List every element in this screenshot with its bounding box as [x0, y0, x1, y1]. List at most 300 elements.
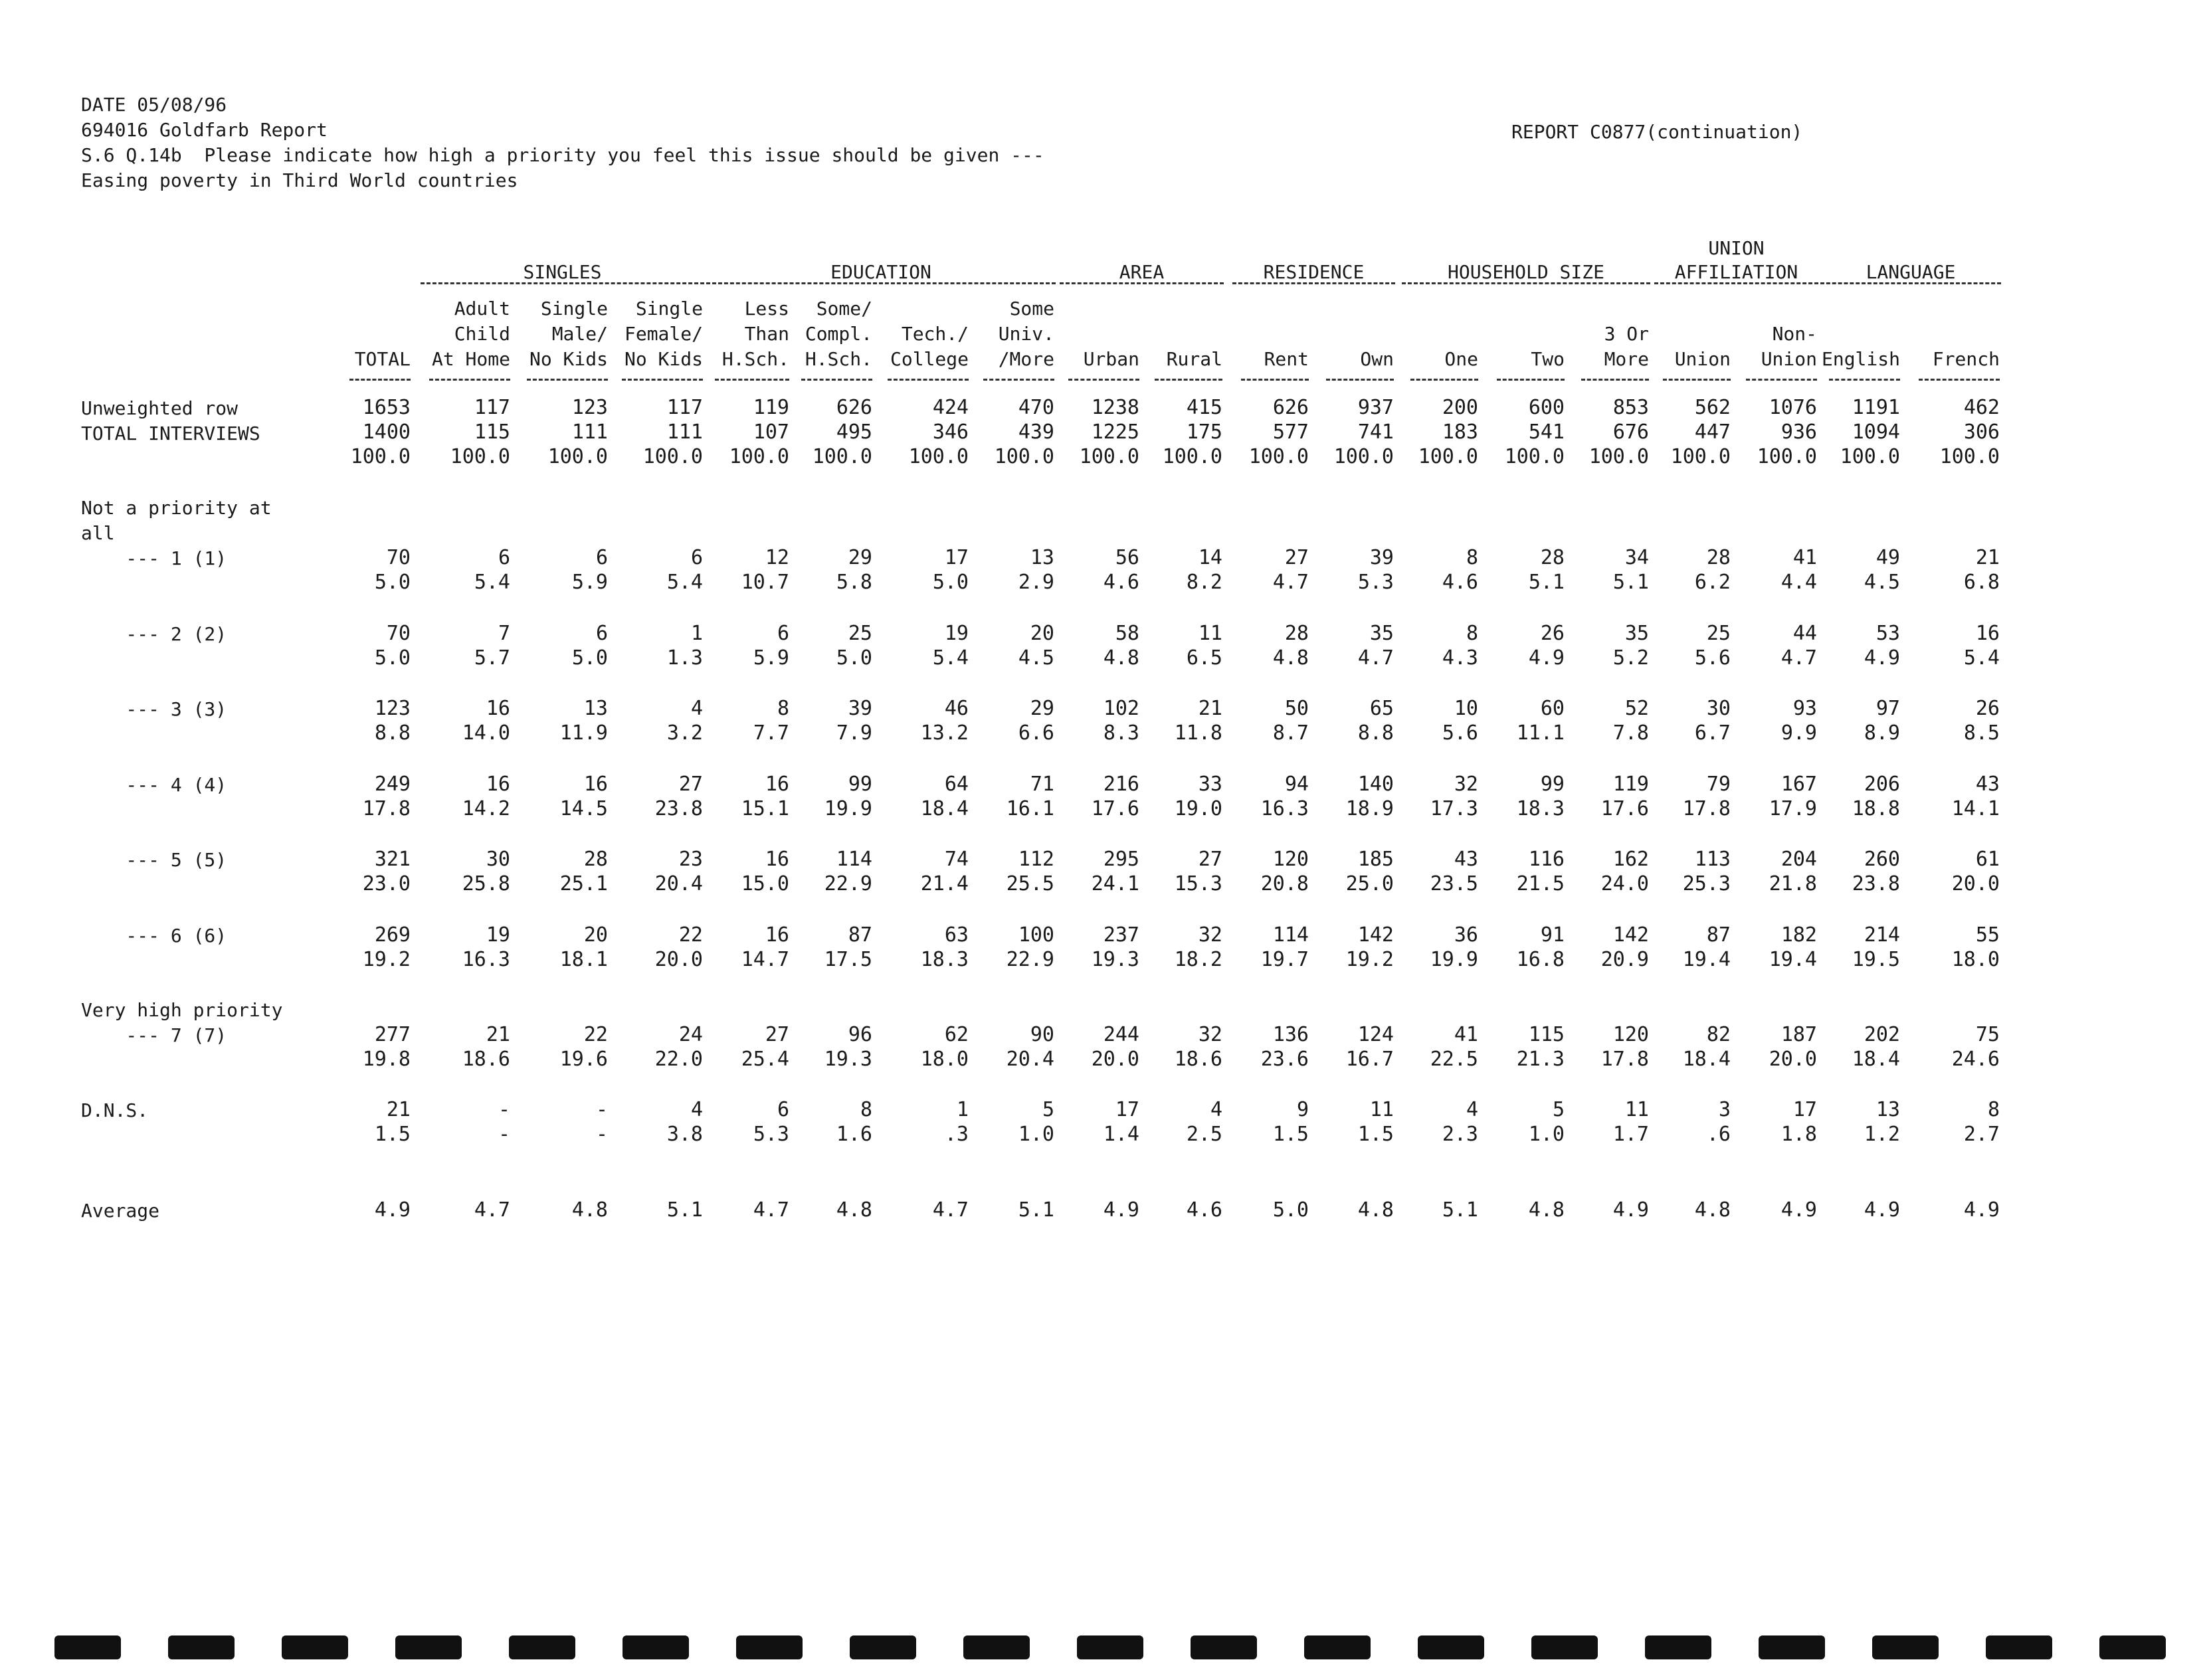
table-cell: 13 — [1875, 1098, 1900, 1121]
table-cell: 46 — [944, 697, 969, 720]
table-cell: 167 — [1780, 773, 1817, 796]
table-cell: 20 — [583, 923, 608, 947]
table-cell: 100.0 — [729, 445, 789, 468]
table-cell: 100.0 — [1757, 445, 1817, 468]
table-cell: 237 — [1103, 923, 1139, 947]
table-cell: 9 — [1296, 1098, 1309, 1121]
table-cell: 15.3 — [1174, 872, 1222, 895]
table-cell: 43 — [1975, 773, 2000, 796]
table-cell: 39 — [1369, 546, 1394, 569]
table-cell: 94 — [1284, 773, 1309, 796]
table-cell: 17 — [944, 546, 969, 569]
table-cell: 21.5 — [1516, 872, 1565, 895]
table-cell: 741 — [1357, 420, 1394, 444]
table-cell: 23 — [678, 848, 703, 871]
scan-mark — [850, 1635, 916, 1659]
table-cell: 56 — [1115, 546, 1139, 569]
table-cell: 17.6 — [1091, 797, 1139, 820]
table-cell: 49 — [1875, 546, 1900, 569]
table-cell: .6 — [1706, 1123, 1731, 1146]
table-cell: 107 — [753, 420, 789, 444]
group-underline — [1402, 282, 1650, 284]
table-cell: 14.5 — [559, 797, 608, 820]
table-cell: 1 — [690, 622, 703, 645]
table-cell: 50 — [1284, 697, 1309, 720]
scan-mark — [2099, 1635, 2166, 1659]
table-cell: 5.4 — [474, 571, 510, 594]
table-cell: 17.6 — [1600, 797, 1649, 820]
table-cell: 18.4 — [1852, 1048, 1900, 1071]
table-cell: 91 — [1540, 923, 1565, 947]
table-cell: 116 — [1528, 848, 1565, 871]
table-cell: 100.0 — [642, 445, 703, 468]
scan-mark — [282, 1635, 348, 1659]
table-cell: 4.9 — [1103, 1198, 1139, 1222]
table-cell: 15.0 — [741, 872, 789, 895]
table-cell: 17 — [1792, 1098, 1817, 1121]
table-cell: 20.0 — [1951, 872, 2000, 895]
column-header: Single Female/ No Kids — [624, 298, 703, 370]
table-cell: 3 — [1718, 1098, 1731, 1121]
table-cell: 120 — [1612, 1023, 1649, 1046]
column-underline — [1829, 379, 1900, 381]
table-cell: 4.9 — [1864, 646, 1900, 670]
table-cell: 11 — [1198, 622, 1222, 645]
table-cell: 6 — [777, 622, 789, 645]
table-cell: 100 — [1018, 923, 1054, 947]
table-cell: 13 — [583, 697, 608, 720]
column-underline — [1746, 379, 1817, 381]
table-cell: 74 — [944, 848, 969, 871]
table-cell: 22.9 — [824, 872, 872, 895]
scan-mark — [1077, 1635, 1143, 1659]
table-cell: 100.0 — [1162, 445, 1222, 468]
table-cell: 18.2 — [1174, 948, 1222, 971]
table-cell: 28 — [583, 848, 608, 871]
table-cell: 30 — [1706, 697, 1731, 720]
table-cell: 112 — [1018, 848, 1054, 871]
table-cell: 32 — [1198, 1023, 1222, 1046]
table-cell: 119 — [753, 396, 789, 419]
table-cell: 9.9 — [1780, 721, 1817, 745]
table-cell: 204 — [1780, 848, 1817, 871]
table-cell: 16 — [583, 773, 608, 796]
table-cell: 1.3 — [666, 646, 703, 670]
table-cell: 119 — [1612, 773, 1649, 796]
table-cell: 17.8 — [1600, 1048, 1649, 1071]
scan-mark — [395, 1635, 462, 1659]
table-cell: 19.9 — [1430, 948, 1478, 971]
table-cell: 4.5 — [1864, 571, 1900, 594]
table-cell: 2.9 — [1018, 571, 1054, 594]
table-cell: 19.6 — [559, 1048, 608, 1071]
column-underline — [349, 379, 411, 381]
table-cell: 8.5 — [1963, 721, 2000, 745]
table-cell: 4.7 — [1272, 571, 1309, 594]
table-cell: 5.1 — [1528, 571, 1565, 594]
table-cell: 4.8 — [571, 1198, 608, 1222]
table-cell: 96 — [848, 1023, 872, 1046]
table-cell: 18.4 — [1682, 1048, 1731, 1071]
column-underline — [1497, 379, 1565, 381]
column-underline — [527, 379, 608, 381]
scan-mark — [1418, 1635, 1484, 1659]
table-cell: 4.8 — [1272, 646, 1309, 670]
table-cell: 41 — [1454, 1023, 1478, 1046]
table-cell: 16.3 — [1260, 797, 1309, 820]
table-cell: 5.8 — [836, 571, 872, 594]
table-cell: 4.6 — [1186, 1198, 1222, 1222]
table-cell: 79 — [1706, 773, 1731, 796]
table-cell: 8.8 — [374, 721, 411, 745]
table-cell: 4.6 — [1103, 571, 1139, 594]
table-cell: 100.0 — [1840, 445, 1900, 468]
column-header: Union — [1674, 348, 1731, 370]
column-underline — [715, 379, 789, 381]
group-header: HOUSEHOLD SIZE — [1447, 261, 1604, 283]
table-cell: 244 — [1103, 1023, 1139, 1046]
table-cell: 1.0 — [1528, 1123, 1565, 1146]
table-cell: 117 — [666, 396, 703, 419]
table-cell: 16 — [765, 848, 789, 871]
table-cell: 23.8 — [1852, 872, 1900, 895]
table-cell: 21 — [1975, 546, 2000, 569]
table-cell: 23.8 — [654, 797, 703, 820]
scan-mark — [1645, 1635, 1711, 1659]
table-cell: 19.3 — [1091, 948, 1139, 971]
column-underline — [983, 379, 1054, 381]
scan-mark — [963, 1635, 1030, 1659]
table-cell: 20.8 — [1260, 872, 1309, 895]
table-cell: 27 — [1198, 848, 1222, 871]
table-cell: 82 — [1706, 1023, 1731, 1046]
table-cell: 5.0 — [571, 646, 608, 670]
table-cell: 100.0 — [994, 445, 1054, 468]
table-cell: 462 — [1963, 396, 2000, 419]
table-cell: 21 — [1198, 697, 1222, 720]
column-header: Single Male/ No Kids — [529, 298, 608, 370]
table-cell: 5.0 — [932, 571, 969, 594]
table-cell: .3 — [944, 1123, 969, 1146]
table-cell: 19 — [944, 622, 969, 645]
table-cell: 5 — [1552, 1098, 1565, 1121]
table-cell: 19.2 — [1345, 948, 1394, 971]
table-cell: 20.0 — [1769, 1048, 1817, 1071]
row-label: --- 3 (3) — [81, 698, 227, 720]
table-cell: 27 — [678, 773, 703, 796]
table-cell: 25 — [848, 622, 872, 645]
row-label: Very high priority --- 7 (7) — [81, 999, 283, 1046]
table-cell: 113 — [1694, 848, 1731, 871]
table-cell: 12 — [765, 546, 789, 569]
column-underline — [1068, 379, 1139, 381]
column-header: Adult Child At Home — [431, 298, 510, 370]
table-cell: 44 — [1792, 622, 1817, 645]
table-cell: 5 — [1042, 1098, 1054, 1121]
table-cell: 115 — [474, 420, 510, 444]
table-cell: 16 — [765, 773, 789, 796]
table-cell: 34 — [1624, 546, 1649, 569]
table-cell: 35 — [1624, 622, 1649, 645]
scan-mark — [1304, 1635, 1371, 1659]
table-cell: 142 — [1612, 923, 1649, 947]
table-cell: 5.1 — [1442, 1198, 1478, 1222]
table-cell: 4.4 — [1780, 571, 1817, 594]
table-cell: 11.8 — [1174, 721, 1222, 745]
table-cell: 1400 — [362, 420, 411, 444]
table-cell: 115 — [1528, 1023, 1565, 1046]
row-label: Not a priority at all --- 1 (1) — [81, 497, 272, 569]
table-cell: 39 — [848, 697, 872, 720]
column-header: Non- Union — [1761, 323, 1817, 370]
table-cell: 626 — [836, 396, 872, 419]
table-cell: 187 — [1780, 1023, 1817, 1046]
column-header: Tech./ College — [890, 323, 969, 370]
table-cell: 16.3 — [462, 948, 510, 971]
table-cell: 65 — [1369, 697, 1394, 720]
row-label: Unweighted row TOTAL INTERVIEWS — [81, 397, 260, 444]
table-cell: 14.1 — [1951, 797, 2000, 820]
scan-mark — [1759, 1635, 1825, 1659]
table-cell: 8.3 — [1103, 721, 1139, 745]
table-cell: 16 — [765, 923, 789, 947]
table-cell: 18.0 — [920, 1048, 969, 1071]
table-cell: 2.7 — [1963, 1123, 2000, 1146]
table-cell: 4.8 — [1357, 1198, 1394, 1222]
table-cell: 35 — [1369, 622, 1394, 645]
table-cell: 1653 — [362, 396, 411, 419]
table-cell: 18.1 — [559, 948, 608, 971]
table-cell: 43 — [1454, 848, 1478, 871]
table-cell: 20.4 — [654, 872, 703, 895]
column-header: Own — [1360, 348, 1394, 370]
table-cell: 27 — [1284, 546, 1309, 569]
table-cell: 102 — [1103, 697, 1139, 720]
scan-mark — [1191, 1635, 1257, 1659]
table-cell: 4.8 — [836, 1198, 872, 1222]
table-cell: 8 — [1466, 622, 1478, 645]
scan-mark — [623, 1635, 689, 1659]
table-cell: 4.9 — [1963, 1198, 2000, 1222]
table-cell: 14.0 — [462, 721, 510, 745]
column-header: English — [1821, 348, 1900, 370]
table-cell: 5.3 — [1357, 571, 1394, 594]
table-cell: 7.7 — [753, 721, 789, 745]
table-cell: 260 — [1864, 848, 1900, 871]
table-cell: 111 — [666, 420, 703, 444]
table-cell: 1094 — [1852, 420, 1900, 444]
table-cell: 5.4 — [666, 571, 703, 594]
table-cell: 21.4 — [920, 872, 969, 895]
column-underline — [1581, 379, 1649, 381]
column-header: Some Univ. /More — [998, 298, 1054, 370]
table-cell: 1.5 — [1272, 1123, 1309, 1146]
column-header: One — [1444, 348, 1478, 370]
table-cell: 5.3 — [753, 1123, 789, 1146]
table-cell: 22.5 — [1430, 1048, 1478, 1071]
table-cell: 23.0 — [362, 872, 411, 895]
table-cell: 22.0 — [654, 1048, 703, 1071]
table-cell: 19.3 — [824, 1048, 872, 1071]
table-cell: 70 — [386, 546, 411, 569]
group-underline — [1654, 282, 1818, 284]
table-cell: 853 — [1612, 396, 1649, 419]
table-cell: 4.7 — [1357, 646, 1394, 670]
table-cell: 26 — [1975, 697, 2000, 720]
table-cell: 5.6 — [1694, 646, 1731, 670]
table-cell: 5.1 — [1018, 1198, 1054, 1222]
table-cell: 21 — [386, 1098, 411, 1121]
table-cell: 3.8 — [666, 1123, 703, 1146]
table-cell: 14.2 — [462, 797, 510, 820]
table-cell: 70 — [386, 622, 411, 645]
table-cell: 26 — [1540, 622, 1565, 645]
table-cell: 18.8 — [1852, 797, 1900, 820]
table-cell: 22 — [583, 1023, 608, 1046]
table-cell: 24.1 — [1091, 872, 1139, 895]
table-cell: 306 — [1963, 420, 2000, 444]
column-header: Two — [1531, 348, 1565, 370]
column-underline — [1410, 379, 1478, 381]
column-header: 3 Or More — [1604, 323, 1649, 370]
table-cell: 5.0 — [1272, 1198, 1309, 1222]
issue-topic: Easing poverty in Third World countries — [81, 169, 518, 191]
table-cell: 6.2 — [1694, 571, 1731, 594]
table-cell: 17.9 — [1769, 797, 1817, 820]
table-cell: 2.3 — [1442, 1123, 1478, 1146]
table-cell: 25.1 — [559, 872, 608, 895]
table-cell: 216 — [1103, 773, 1139, 796]
table-cell: 1.8 — [1780, 1123, 1817, 1146]
table-cell: 600 — [1528, 396, 1565, 419]
table-cell: 14 — [1198, 546, 1222, 569]
table-cell: 6 — [498, 546, 510, 569]
table-cell: 25.0 — [1345, 872, 1394, 895]
table-cell: 562 — [1694, 396, 1731, 419]
table-cell: 8.7 — [1272, 721, 1309, 745]
table-cell: - — [595, 1098, 608, 1121]
table-cell: 18.3 — [920, 948, 969, 971]
table-cell: 52 — [1624, 697, 1649, 720]
table-cell: 4 — [1210, 1098, 1222, 1121]
table-cell: 1.5 — [1357, 1123, 1394, 1146]
column-underline — [429, 379, 510, 381]
row-label: D.N.S. — [81, 1099, 149, 1121]
group-header: AREA — [1119, 261, 1165, 283]
table-cell: 17.3 — [1430, 797, 1478, 820]
group-header: RESIDENCE — [1263, 261, 1365, 283]
table-cell: 8.2 — [1186, 571, 1222, 594]
column-underline — [1241, 379, 1309, 381]
table-cell: 60 — [1540, 697, 1565, 720]
table-cell: 8 — [777, 697, 789, 720]
table-cell: 185 — [1357, 848, 1394, 871]
table-cell: 5.7 — [474, 646, 510, 670]
table-cell: 11 — [1624, 1098, 1649, 1121]
table-cell: 5.1 — [666, 1198, 703, 1222]
table-cell: 33 — [1198, 773, 1222, 796]
table-cell: 28 — [1540, 546, 1565, 569]
group-header: UNION AFFILIATION — [1674, 237, 1798, 283]
table-cell: 175 — [1186, 420, 1222, 444]
table-cell: 20 — [1030, 622, 1054, 645]
report-date: DATE 05/08/96 — [81, 94, 227, 116]
table-cell: 936 — [1780, 420, 1817, 444]
scan-mark — [509, 1635, 575, 1659]
row-label: --- 4 (4) — [81, 774, 227, 796]
table-cell: 16 — [486, 773, 510, 796]
group-underline — [1060, 282, 1224, 284]
table-cell: 6 — [595, 622, 608, 645]
table-cell: 439 — [1018, 420, 1054, 444]
table-cell: 100.0 — [1418, 445, 1478, 468]
table-cell: 123 — [374, 697, 411, 720]
table-cell: 5.1 — [1612, 571, 1649, 594]
scan-mark — [168, 1635, 235, 1659]
column-header: French — [1932, 348, 2000, 370]
column-underline — [622, 379, 703, 381]
table-cell: 53 — [1875, 622, 1900, 645]
table-cell: 87 — [1706, 923, 1731, 947]
table-cell: 16 — [1975, 622, 2000, 645]
table-cell: 20.4 — [1006, 1048, 1054, 1071]
table-cell: 19.9 — [824, 797, 872, 820]
table-cell: 214 — [1864, 923, 1900, 947]
table-cell: 62 — [944, 1023, 969, 1046]
table-cell: 19 — [486, 923, 510, 947]
row-label: Average — [81, 1200, 160, 1222]
table-cell: 8 — [860, 1098, 872, 1121]
group-header: LANGUAGE — [1866, 261, 1956, 283]
table-cell: 8.8 — [1357, 721, 1394, 745]
table-cell: 71 — [1030, 773, 1054, 796]
scan-mark — [736, 1635, 803, 1659]
table-cell: 1.2 — [1864, 1123, 1900, 1146]
table-cell: 24.6 — [1951, 1048, 2000, 1071]
table-cell: 100.0 — [1248, 445, 1309, 468]
table-cell: 10 — [1454, 697, 1478, 720]
table-cell: 321 — [374, 848, 411, 871]
table-cell: 23.5 — [1430, 872, 1478, 895]
table-cell: 136 — [1272, 1023, 1309, 1046]
table-cell: 20.9 — [1600, 948, 1649, 971]
table-cell: 29 — [848, 546, 872, 569]
table-cell: 22 — [678, 923, 703, 947]
table-cell: 123 — [571, 396, 608, 419]
table-cell: 5.0 — [374, 646, 411, 670]
scan-mark — [1531, 1635, 1598, 1659]
group-underline — [706, 282, 1056, 284]
table-cell: 5.6 — [1442, 721, 1478, 745]
table-cell: 29 — [1030, 697, 1054, 720]
table-cell: 269 — [374, 923, 411, 947]
table-cell: 75 — [1975, 1023, 2000, 1046]
table-cell: 11.9 — [559, 721, 608, 745]
group-underline — [1232, 282, 1395, 284]
report-code: REPORT C0877(continuation) — [1511, 121, 1803, 143]
group-header: SINGLES — [523, 261, 602, 283]
table-cell: 18.4 — [920, 797, 969, 820]
scan-mark — [1872, 1635, 1939, 1659]
table-cell: 24.0 — [1600, 872, 1649, 895]
column-header: Some/ Compl. H.Sch. — [805, 298, 872, 370]
table-cell: 4.6 — [1442, 571, 1478, 594]
table-cell: 140 — [1357, 773, 1394, 796]
column-underline — [888, 379, 969, 381]
table-cell: 541 — [1528, 420, 1565, 444]
table-cell: 1225 — [1091, 420, 1139, 444]
table-cell: 13.2 — [920, 721, 969, 745]
